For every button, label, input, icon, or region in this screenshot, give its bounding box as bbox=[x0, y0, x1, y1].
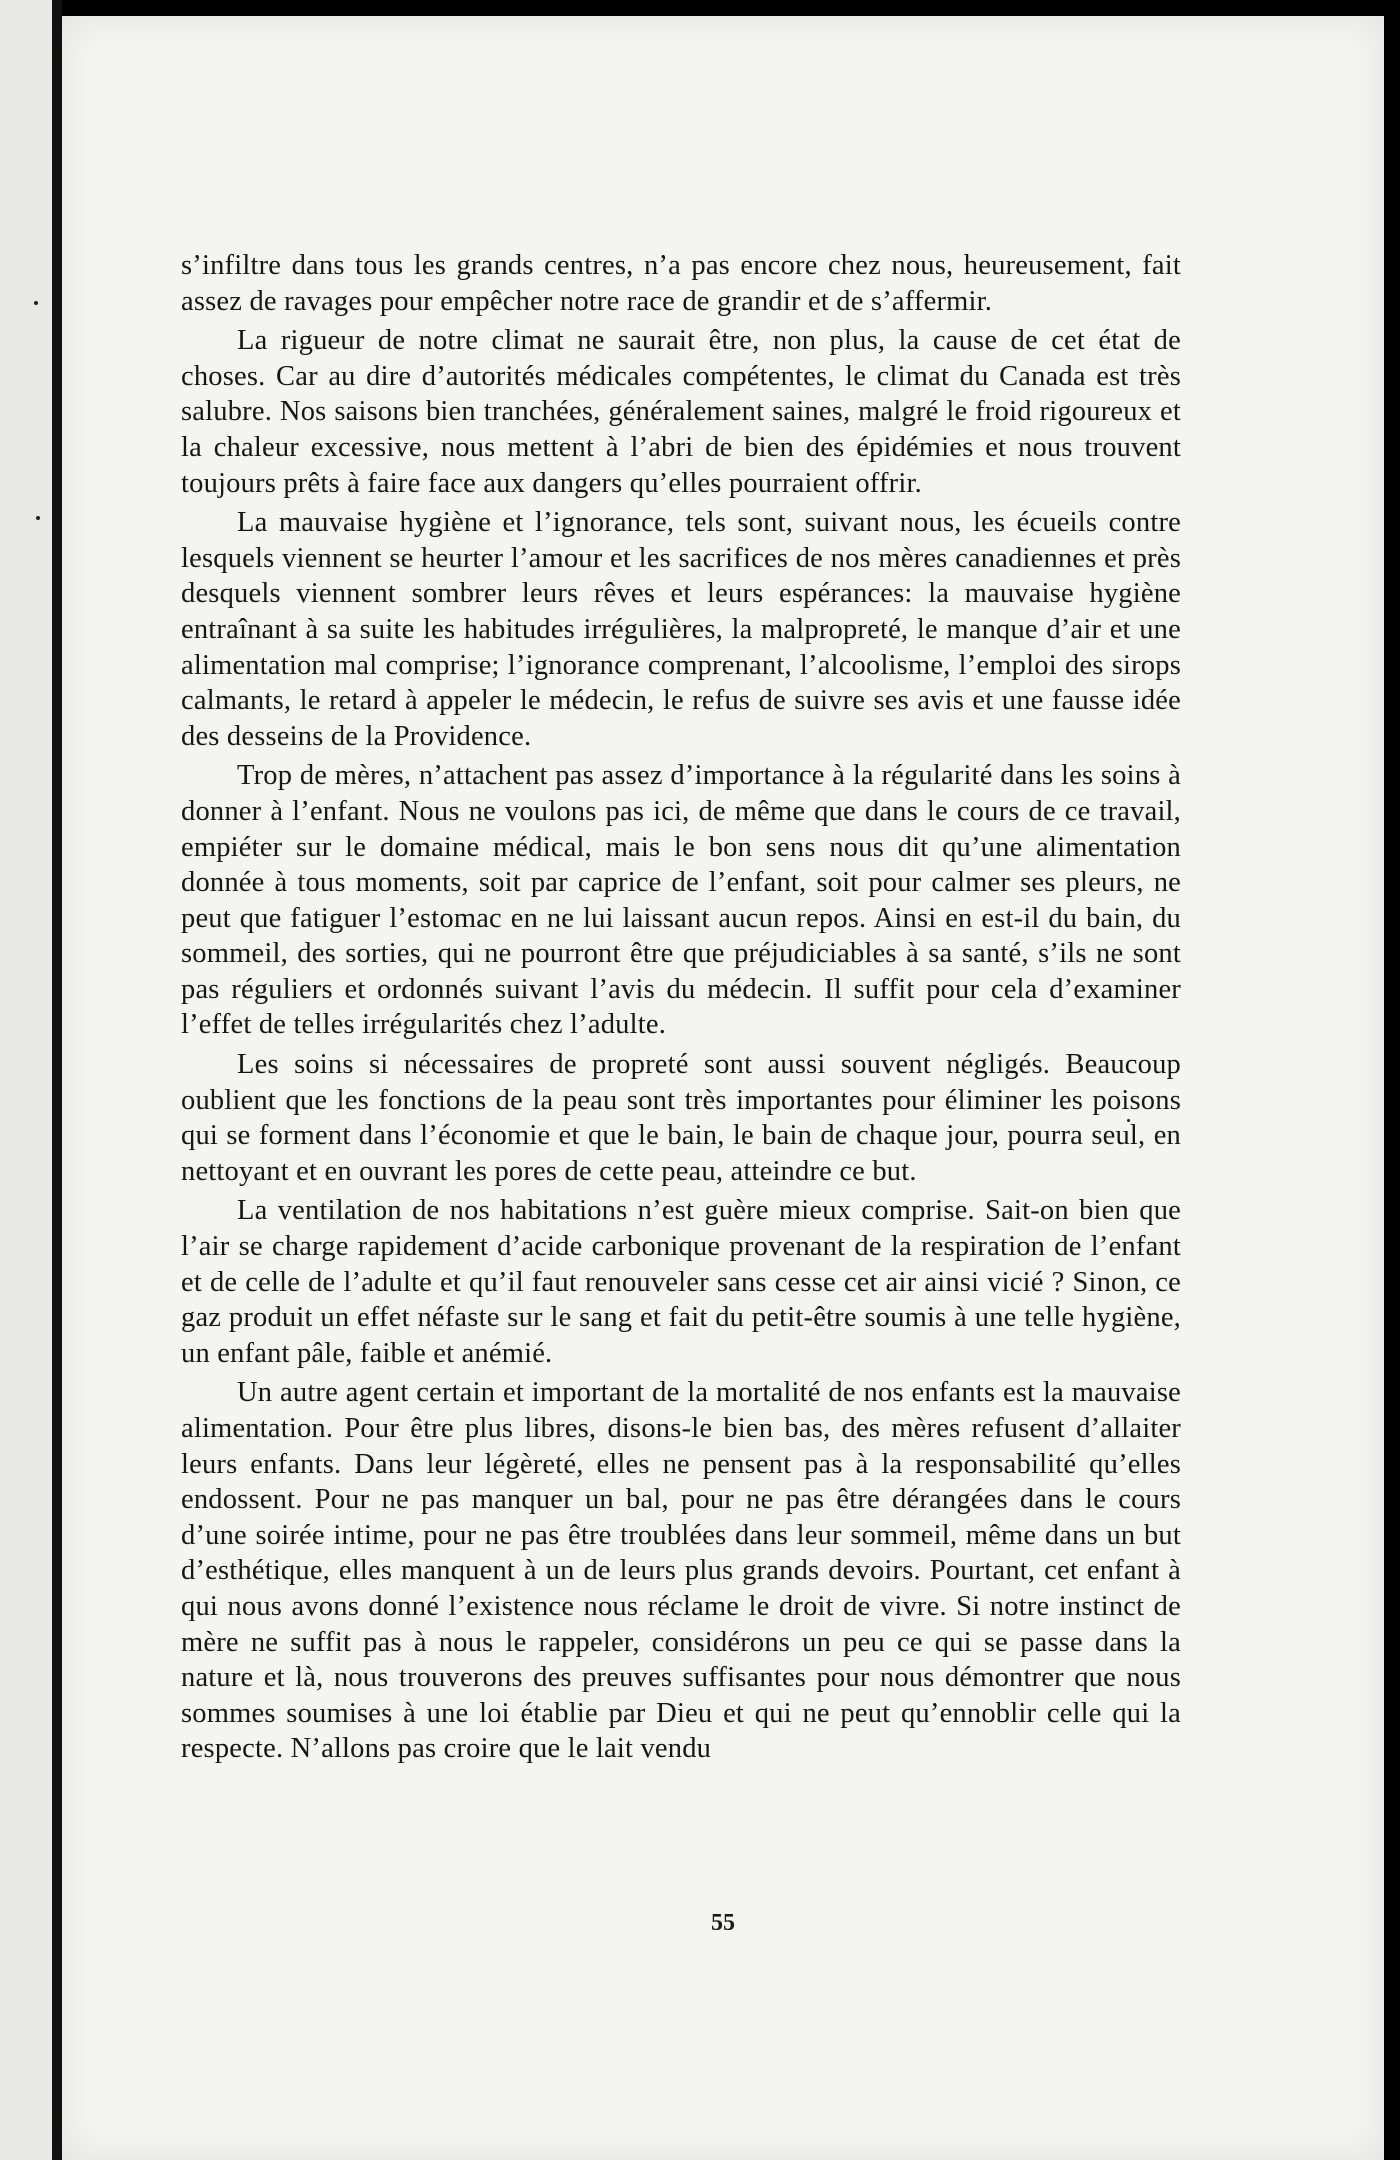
paragraph: Un autre agent certain et important de la mortalité de nos enfants est la mauvaise alimentation. Pour être plus libres, disons-le bien bas, des mères refusent d’allaiter leurs enfants. Dans leur légèreté, elles ne pensent pas à la responsabilité qu’elles endossent. Pour ne pas manquer un bal, pour ne pas être dérangées dans le cours d’une soirée intime, pour ne pas être troublées dans leur sommeil, même dans un but d’esthétique, elles manquent à un de leurs plus grands devoirs. Pourtant, cet enfant à qui nous avons donné l’existence nous réclame le droit de vivre. Si notre instinct de mère ne suffit pas à nous le rappeler, considérons un peu ce qui se passe dans la nature et là, nous trouverons des preuves suffisantes pour nous démontrer que nous sommes soumises à une loi établie par Dieu et qui ne peut qu’ennoblir celle qui la respecte. N’allons pas croire que le lait vendu bbox=[181, 1377, 1181, 1765]
paragraph: Trop de mères, n’attachent pas assez d’importance à la régularité dans les soins à donner à l’enfant. Nous ne voulons pas ici, de même que dans le cours de ce travail, empiéter sur le domaine médical, mais le bon sens nous dit qu’une alimentation donnée à tous moments, soit par caprice de l’enfant, soit pour calmer ses pleurs, ne peut que fatiguer l’estomac en ne lui laissant aucun repos. Ainsi en est-il du bain, du sommeil, des sorties, qui ne pourront être que préjudiciables à sa santé, s’ils ne sont pas réguliers et ordonnés suivant l’avis du médecin. Il suffit pour cela d’examiner l’effet de telles irrégularités chez l’adulte. bbox=[181, 760, 1181, 1041]
paragraph: s’infiltre dans tous les grands centres, n’a pas encore chez nous, heureusement, fait assez de ravages pour empêcher notre race de grandir et de s’affermir. bbox=[181, 250, 1181, 317]
page-number: 55 bbox=[711, 1910, 735, 1936]
scan-speck bbox=[36, 516, 40, 520]
paragraph: La rigueur de notre climat ne saurait être, non plus, la cause de cet état de choses. Car au dire d’autorités médicales compétentes, le climat du Canada est très salubre. Nos saisons bien tranchées, généralement saines, malgré le froid rigoureux et la chaleur excessive, nous mettent à l’abri de bien des épidémies et nous trouvent toujours prêts à faire face aux dangers qu’elles pourraient offrir. bbox=[181, 325, 1181, 499]
paragraph: La ventilation de nos habitations n’est guère mieux comprise. Sait-on bien que l’air se charge rapidement d’acide carbonique provenant de la respiration de l’enfant et de celle de l’adulte et qu’il faut renouveler sans cesse cet air ainsi vicié ? Sinon, ce gaz produit un effet néfaste sur le sang et fait du petit-être soumis à une telle hygiène, un enfant pâle, faible et anémié. bbox=[181, 1195, 1181, 1369]
scan-left-margin bbox=[0, 0, 62, 2160]
document-page bbox=[62, 16, 1384, 2160]
paragraph: La mauvaise hygiène et l’ignorance, tels sont, suivant nous, les écueils contre lesquels viennent se heurter l’amour et les sacrifices de nos mères canadiennes et près desquels viennent sombrer leurs rêves et leurs espérances: la mauvaise hygiène entraînant à sa suite les habitudes irrégulières, la malpropreté, le manque d’air et une alimentation mal comprise; l’ignorance comprenant, l’alcoolisme, l’emploi des sirops calmants, le retard à appeler le médecin, le refus de suivre ses avis et une fausse idée des desseins de la Providence. bbox=[181, 507, 1181, 752]
scan-speck bbox=[34, 301, 38, 305]
body-text bbox=[181, 248, 1181, 1771]
paragraph: Les soins si nécessaires de propreté sont aussi souvent négligés. Beaucoup oublient que les fonctions de la peau sont très importantes pour éliminer les poisons qui se forment dans l’économie et que le bain, le bain de chaque jour, pourra seul, en nettoyant et en ouvrant les pores de cette peau, atteindre ce but. bbox=[181, 1049, 1181, 1187]
scan-right-margin bbox=[1384, 0, 1400, 2160]
